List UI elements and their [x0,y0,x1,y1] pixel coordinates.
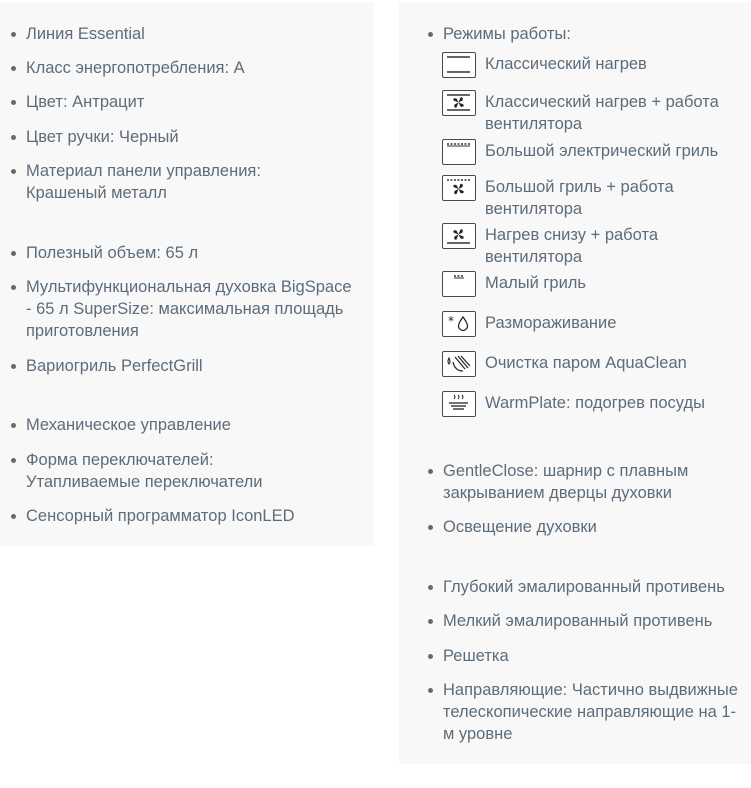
mode-label: Размораживание [485,314,617,332]
mode-label: Большой гриль + работа вентилятора [485,178,674,218]
feature-item: Мультифункциональная духовка BigSpace - 65 л SuperSize: максимальная площадь приготовления [26,276,361,342]
feature-item: Освещение духовки [443,516,751,538]
aquaclean-steam-icon [442,351,476,377]
mode-label: Классический нагрев + работа вентилятора [485,93,719,133]
mode-item [442,351,751,379]
mode-item [442,271,751,299]
feature-item: Механическое управление [26,414,366,436]
feature-item: Сенсорный программатор IconLED [26,505,366,527]
feature-item: Класс энергопотребления: A [26,57,366,79]
feature-item: Глубокий эмалированный противень [443,576,751,598]
feature-item: Материал панели управления: Крашеный металл [26,160,296,204]
mode-item [442,311,751,339]
feature-item: Форма переключателей: Утапливаемые переключатели [26,449,291,493]
mode-label: Очистка паром AquaClean [485,354,687,372]
mode-label: Классический нагрев [485,55,647,73]
feature-item: Мелкий эмалированный противень [443,610,751,632]
feature-item: Направляющие: Частично выдвижные телескопические направляющие на 1-м уровне [443,679,743,745]
svg-text:*: * [448,314,454,328]
mode-item [442,139,751,167]
mode-item [442,90,751,136]
bottom-heat-fan-icon [442,223,476,249]
large-grill-fan-icon [442,175,476,201]
feature-item: Цвет: Антрацит [26,91,366,113]
modes-heading: Режимы работы: [443,23,751,45]
features-panel-left [0,2,374,546]
feature-item: Полезный объем: 65 л [26,242,366,264]
small-grill-icon [442,271,476,297]
mode-label: Большой электрический гриль [485,142,719,160]
mode-label: WarmPlate: подогрев посуды [485,394,705,412]
feature-item: GentleClose: шарнир с плавным закрыванием дверцы духовки [443,460,723,504]
mode-label: Нагрев снизу + работа вентилятора [485,226,658,266]
mode-item [442,391,751,419]
large-grill-icon [442,139,476,165]
mode-item [442,223,751,269]
feature-item: Вариогриль PerfectGrill [26,355,366,377]
features-panel-right [399,2,751,764]
warm-plate-icon [442,391,476,417]
feature-item: Цвет ручки: Черный [26,126,366,148]
mode-item [442,52,751,80]
defrost-icon [442,311,476,337]
top-bottom-heat-icon [442,52,476,78]
conventional-fan-icon [442,90,476,116]
feature-item: Решетка [443,645,751,667]
mode-label: Малый гриль [485,274,587,292]
mode-item [442,175,751,221]
feature-item: Линия Essential [26,23,366,45]
